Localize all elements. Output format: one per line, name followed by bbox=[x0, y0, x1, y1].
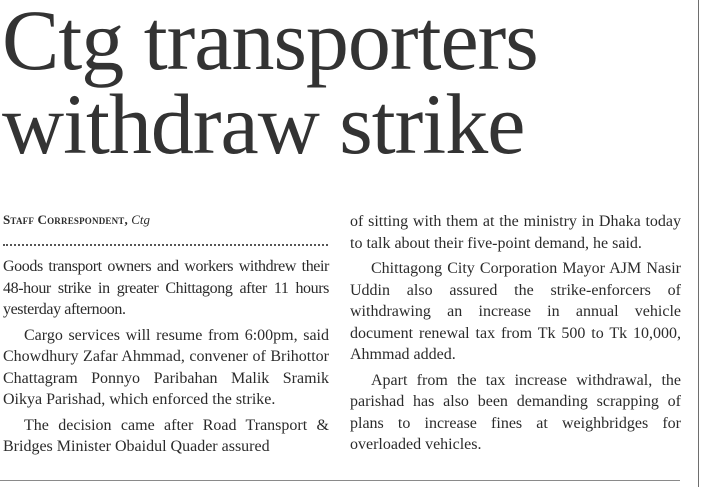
headline-line-1: Ctg transporters bbox=[2, 0, 538, 88]
paragraph: Apart from the tax increase withdrawal, the parishad has also been demanding scrapping of plans to increase fines at weighbridges for overloaded vehicles. bbox=[350, 371, 681, 453]
article-column-right bbox=[350, 211, 681, 460]
dotted-divider bbox=[3, 244, 328, 246]
byline bbox=[3, 212, 328, 228]
bottom-rule bbox=[0, 480, 680, 481]
paragraph: Cargo services will resume from 6:00pm, said Chowdhury Zafar Ahmmad, convener of Brihottor Chattagram Ponnyo Paribahan Malik Sramik Oikya Parishad, which enforced the strike. bbox=[3, 326, 329, 408]
column-rule-right bbox=[698, 0, 699, 487]
headline bbox=[2, 0, 538, 172]
byline-author: Staff Correspondent, bbox=[3, 212, 128, 227]
paragraph: The decision came after Road Transport & Bridges Minister Obaidul Quader assured bbox=[3, 416, 329, 455]
paragraph: Goods transport owners and workers withdrew their 48-hour strike in greater Chittagong after 11 hours yesterday afternoon. bbox=[3, 258, 329, 318]
byline-location: Ctg bbox=[131, 212, 151, 227]
headline-line-2: withdraw strike bbox=[2, 76, 525, 172]
article-column-left bbox=[3, 256, 329, 462]
paragraph: of sitting with them at the ministry in Dhaka today to talk about their five-point demand, he said. bbox=[350, 213, 681, 252]
paragraph: Chittagong City Corporation Mayor AJM Nasir Uddin also assured the strike-enforcers of withdrawing an increase in annual vehicle document renewal tax from Tk 500 to Tk 10,000, Ahmmad added. bbox=[350, 260, 681, 363]
